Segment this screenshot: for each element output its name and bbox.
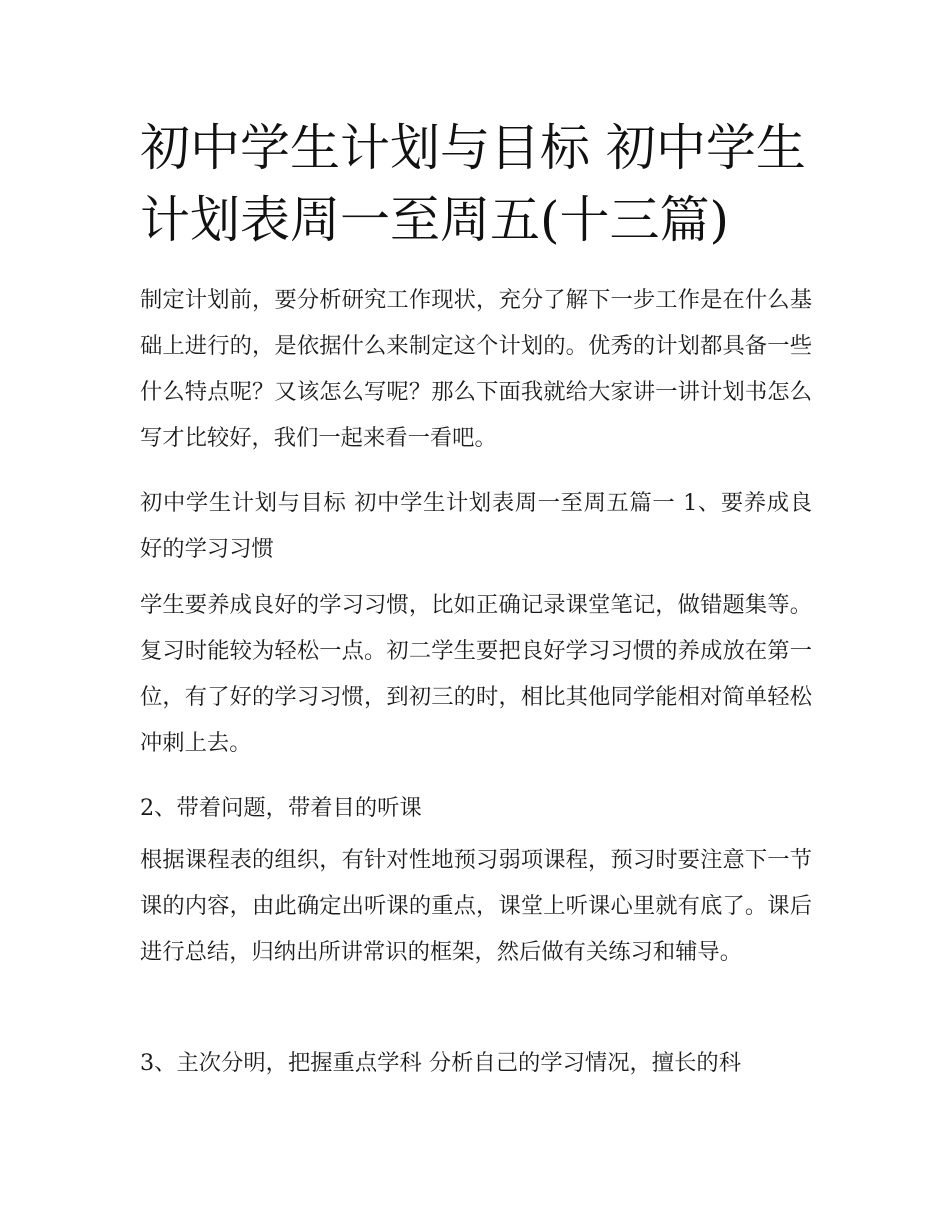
section-paragraph-2: 根据课程表的组织，有针对性地预习弱项课程，预习时要注意下一节课的内容，由此确定出听课的重点，课堂上听课心里就有底了。课后进行总结，归纳出所讲常识的框架，然后做有关练习和辅导。 xyxy=(140,847,812,965)
intro-paragraph: 制定计划前，要分析研究工作现状，充分了解下一步工作是在什么基础上进行的，是依据什么来制定这个计划的。优秀的计划都具备一些什么特点呢？又该怎么写呢？那么下面我就给大家讲一讲计划书怎么写才比较好，我们一起来看一看吧。 xyxy=(140,287,812,451)
section-heading-2: 2、带着问题，带着目的听课 xyxy=(140,795,422,821)
section-heading-3: 3、主次分明，把握重点学科 分析自己的学习情况，擅长的科 xyxy=(140,1050,741,1076)
section-heading-1: 初中学生计划与目标 初中学生计划表周一至周五篇一 1、要养成良好的学习习惯 xyxy=(140,490,812,562)
section-paragraph-1: 学生要养成良好的学习习惯，比如正确记录课堂笔记，做错题集等。复习时能较为轻松一点。初二学生要把良好学习习惯的养成放在第一位，有了好的学习习惯，到初三的时，相比其他同学能相对简单轻松冲刺上去。 xyxy=(140,592,812,756)
document-title: 初中学生计划与目标 初中学生计划表周一至周五(十三篇) xyxy=(140,119,806,249)
